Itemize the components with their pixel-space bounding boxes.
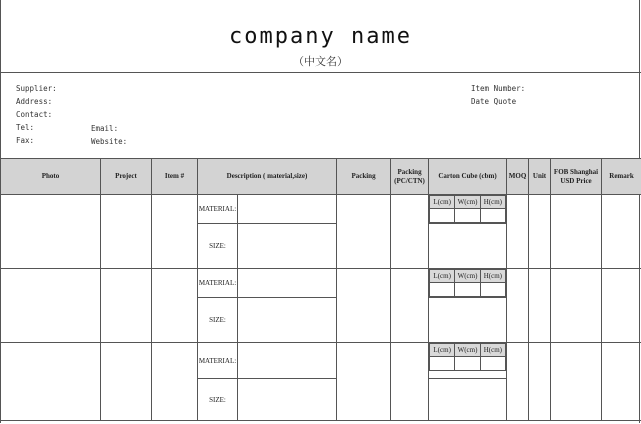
- dim-w-value[interactable]: [455, 357, 480, 371]
- photo-cell[interactable]: [1, 269, 101, 343]
- project-cell[interactable]: [101, 343, 152, 421]
- unit-cell[interactable]: [529, 195, 551, 269]
- carton-dims: [429, 343, 507, 379]
- remark-cell[interactable]: [602, 269, 641, 343]
- photo-cell[interactable]: [1, 195, 101, 269]
- moq-cell[interactable]: [507, 269, 529, 343]
- packing-pc-cell[interactable]: [391, 269, 429, 343]
- material-label: MATERIAL:: [198, 343, 238, 379]
- size-label: SIZE:: [198, 379, 238, 421]
- item-cell[interactable]: [152, 269, 198, 343]
- size-label: SIZE:: [198, 224, 238, 269]
- unit-cell[interactable]: [529, 269, 551, 343]
- item-cell[interactable]: [152, 195, 198, 269]
- dim-h-value[interactable]: [480, 283, 505, 297]
- table-row: [1, 343, 641, 379]
- dim-w-value[interactable]: [455, 283, 480, 297]
- header-unit: Unit: [529, 159, 551, 195]
- size-value[interactable]: [238, 379, 337, 421]
- material-value[interactable]: [238, 195, 337, 224]
- header-packing-pc: Packing (PC/CTN): [391, 159, 429, 195]
- dim-h-label: H(cm): [480, 270, 505, 283]
- website-label: Website:: [91, 137, 128, 146]
- photo-cell[interactable]: [1, 343, 101, 421]
- remark-cell[interactable]: [602, 195, 641, 269]
- table-row: [1, 269, 641, 298]
- dim-l-label: L(cm): [430, 344, 455, 357]
- fob-cell[interactable]: [551, 269, 602, 343]
- size-label: SIZE:: [198, 298, 238, 343]
- header-packing: Packing: [337, 159, 391, 195]
- quotation-table: [0, 158, 641, 421]
- header-photo: Photo: [1, 159, 101, 195]
- table-row: [1, 195, 641, 224]
- header-item: Item #: [152, 159, 198, 195]
- fob-cell[interactable]: [551, 343, 602, 421]
- cbm-value[interactable]: [429, 298, 507, 343]
- company-name: company name: [229, 24, 412, 49]
- dim-w-value[interactable]: [455, 209, 480, 223]
- moq-cell[interactable]: [507, 343, 529, 421]
- dim-l-value[interactable]: [430, 283, 455, 297]
- project-cell[interactable]: [101, 269, 152, 343]
- dim-h-label: H(cm): [480, 344, 505, 357]
- contact-label: Contact:: [16, 110, 53, 119]
- header-carton: Carton Cube (cbm): [429, 159, 507, 195]
- item-cell[interactable]: [152, 343, 198, 421]
- carton-dims: [429, 269, 507, 298]
- dim-l-value[interactable]: [430, 357, 455, 371]
- email-label: Email:: [91, 124, 119, 133]
- moq-cell[interactable]: [507, 195, 529, 269]
- remark-cell[interactable]: [602, 343, 641, 421]
- item-number-label: Item Number:: [471, 84, 526, 93]
- fob-cell[interactable]: [551, 195, 602, 269]
- cbm-value[interactable]: [429, 379, 507, 421]
- fax-label: Fax:: [16, 136, 35, 145]
- dim-w-label: W(cm): [455, 344, 480, 357]
- carton-dims: [429, 195, 507, 224]
- table-header-row: [1, 159, 641, 195]
- dim-l-value[interactable]: [430, 209, 455, 223]
- material-label: MATERIAL:: [198, 195, 238, 224]
- supplier-label: Supplier:: [16, 84, 57, 93]
- header-project: Project: [101, 159, 152, 195]
- dim-h-value[interactable]: [480, 209, 505, 223]
- packing-cell[interactable]: [337, 343, 391, 421]
- header-description: Description ( material,size): [198, 159, 337, 195]
- dim-l-label: L(cm): [430, 270, 455, 283]
- dim-w-label: W(cm): [455, 196, 480, 209]
- dim-l-label: L(cm): [430, 196, 455, 209]
- size-value[interactable]: [238, 298, 337, 343]
- dim-w-label: W(cm): [455, 270, 480, 283]
- cbm-value[interactable]: [429, 224, 507, 269]
- dim-h-value[interactable]: [480, 357, 505, 371]
- address-label: Address:: [16, 97, 53, 106]
- header-moq: MOQ: [507, 159, 529, 195]
- packing-cell[interactable]: [337, 195, 391, 269]
- size-value[interactable]: [238, 224, 337, 269]
- packing-cell[interactable]: [337, 269, 391, 343]
- tel-label: Tel:: [16, 123, 35, 132]
- dim-h-label: H(cm): [480, 196, 505, 209]
- date-quote-label: Date Quote: [471, 97, 517, 106]
- packing-pc-cell[interactable]: [391, 343, 429, 421]
- header-divider: [0, 72, 641, 73]
- material-value[interactable]: [238, 269, 337, 298]
- packing-pc-cell[interactable]: [391, 195, 429, 269]
- material-label: MATERIAL:: [198, 269, 238, 298]
- material-value[interactable]: [238, 343, 337, 379]
- header-fob: FOB Shanghai USD Price: [551, 159, 602, 195]
- project-cell[interactable]: [101, 195, 152, 269]
- header-remark: Remark: [602, 159, 641, 195]
- unit-cell[interactable]: [529, 343, 551, 421]
- chinese-name: （中文名）: [293, 55, 348, 68]
